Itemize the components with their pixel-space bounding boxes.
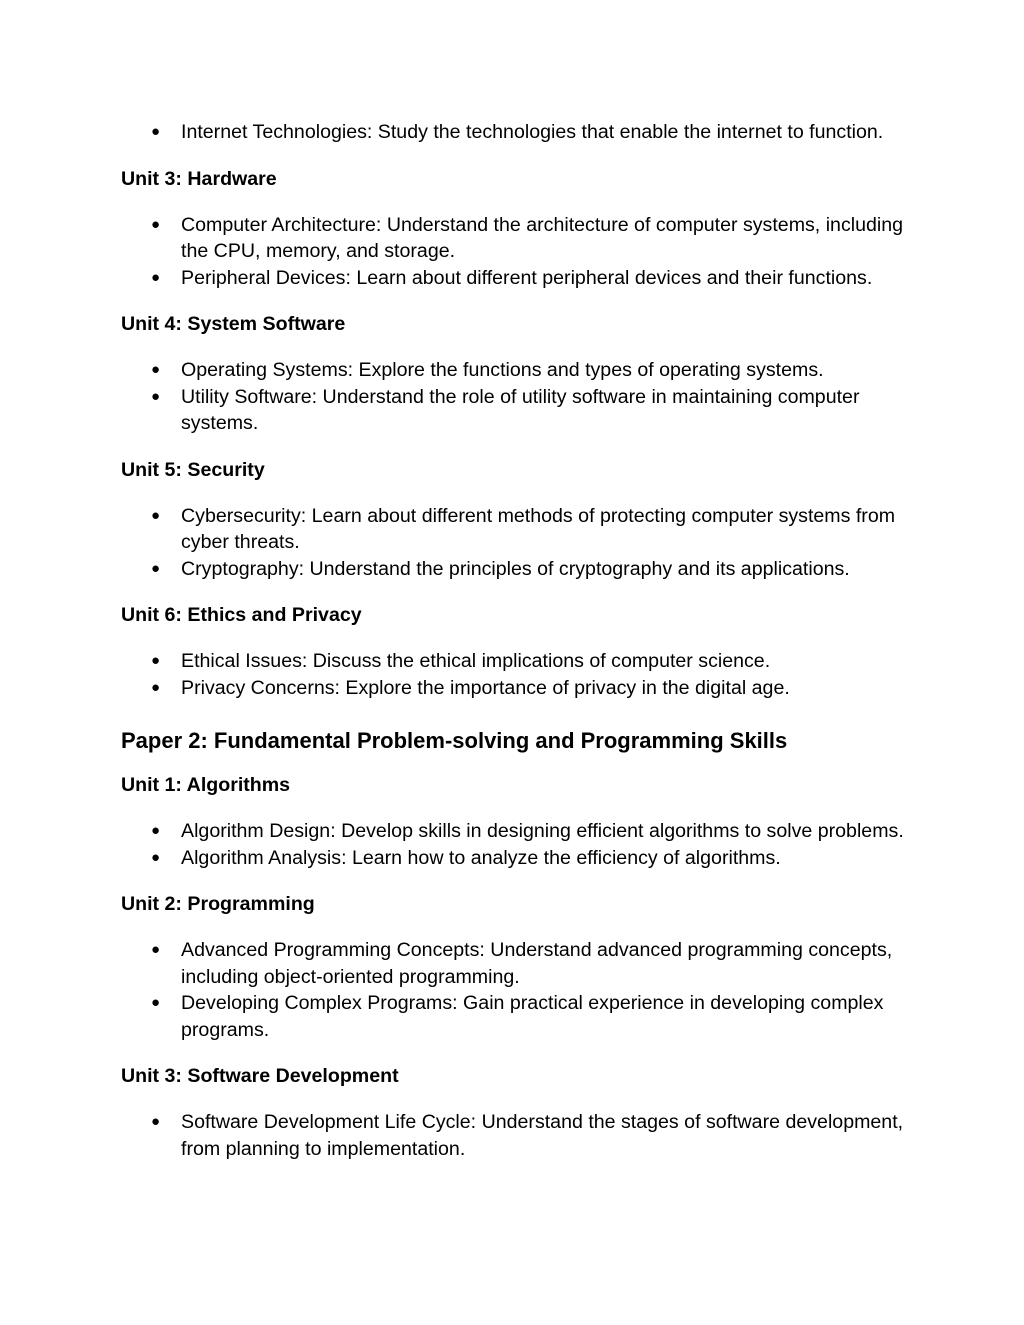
bullet-icon: ● (151, 941, 161, 958)
unit-list (121, 818, 914, 871)
unit-heading: Unit 6: Ethics and Privacy (121, 604, 362, 626)
list-item-text: Software Development Life Cycle: Understand the stages of software development, from planning to implementation. (181, 1111, 904, 1160)
paper-heading: Paper 2: Fundamental Problem-solving and Programming Skills (121, 728, 788, 753)
list-item (121, 503, 914, 556)
list-item-text: Advanced Programming Concepts: Understand advanced programming concepts, including object-oriented programming. (181, 939, 893, 988)
list-item (121, 357, 914, 384)
list-item (121, 265, 914, 292)
list-item (121, 556, 914, 583)
list-item-text: Developing Complex Programs: Gain practical experience in developing complex programs. (181, 992, 884, 1041)
list-item-text: Cybersecurity: Learn about different methods of protecting computer systems from cyber threats. (181, 504, 896, 553)
unit-list (121, 503, 914, 583)
bullet-icon: ● (151, 652, 161, 669)
unit-list (121, 937, 914, 1043)
list-item-text: Cryptography: Understand the principles of cryptography and its applications. (181, 557, 850, 580)
bullet-icon: ● (151, 506, 161, 524)
list-item (121, 384, 914, 437)
list-item (121, 119, 914, 146)
unit-heading: Unit 3: Software Development (121, 1065, 399, 1087)
list-item (121, 1109, 914, 1162)
unit-heading: Unit 4: System Software (121, 313, 346, 335)
bullet-icon: ● (151, 848, 161, 866)
bullet-icon: ● (151, 361, 161, 378)
list-item (121, 212, 914, 265)
unit-list (121, 357, 914, 437)
bullet-icon: ● (151, 123, 161, 140)
list-item (121, 990, 914, 1043)
bullet-icon: ● (151, 1113, 161, 1130)
unit-heading: Unit 2: Programming (121, 893, 315, 915)
unit-heading: Unit 3: Hardware (121, 167, 277, 190)
bullet-icon: ● (151, 822, 161, 839)
bullet-icon: ● (151, 268, 161, 286)
unit-list (121, 1109, 914, 1162)
list-item-text: Operating Systems: Explore the functions and types of operating systems. (181, 359, 824, 381)
list-item (121, 675, 914, 702)
bullet-icon: ● (151, 387, 161, 405)
list-item-text: Algorithm Design: Develop skills in designing efficient algorithms to solve problems. (181, 820, 904, 842)
list-item-text: Computer Architecture: Understand the architecture of computer systems, including the CPU, memory, and storage. (181, 213, 904, 262)
intro-list (121, 119, 914, 146)
list-item (121, 818, 914, 845)
bullet-icon: ● (151, 994, 161, 1011)
bullet-icon: ● (151, 559, 161, 577)
list-item (121, 845, 914, 872)
unit-list (121, 648, 914, 701)
bullet-icon: ● (151, 678, 161, 696)
unit-heading: Unit 1: Algorithms (121, 774, 291, 796)
list-item-text: Algorithm Analysis: Learn how to analyze the efficiency of algorithms. (181, 846, 781, 869)
list-item-text: Internet Technologies: Study the technologies that enable the internet to function. (181, 121, 884, 143)
list-item-text: Privacy Concerns: Explore the importance of privacy in the digital age. (181, 676, 790, 699)
list-item (121, 937, 914, 990)
unit-heading: Unit 5: Security (121, 458, 265, 481)
list-item-text: Peripheral Devices: Learn about different peripheral devices and their functions. (181, 266, 873, 289)
list-item (121, 648, 914, 675)
list-item-text: Utility Software: Understand the role of utility software in maintaining computer systems. (181, 385, 860, 434)
bullet-icon: ● (151, 215, 161, 233)
list-item-text: Ethical Issues: Discuss the ethical implications of computer science. (181, 650, 771, 672)
unit-list (121, 212, 914, 292)
